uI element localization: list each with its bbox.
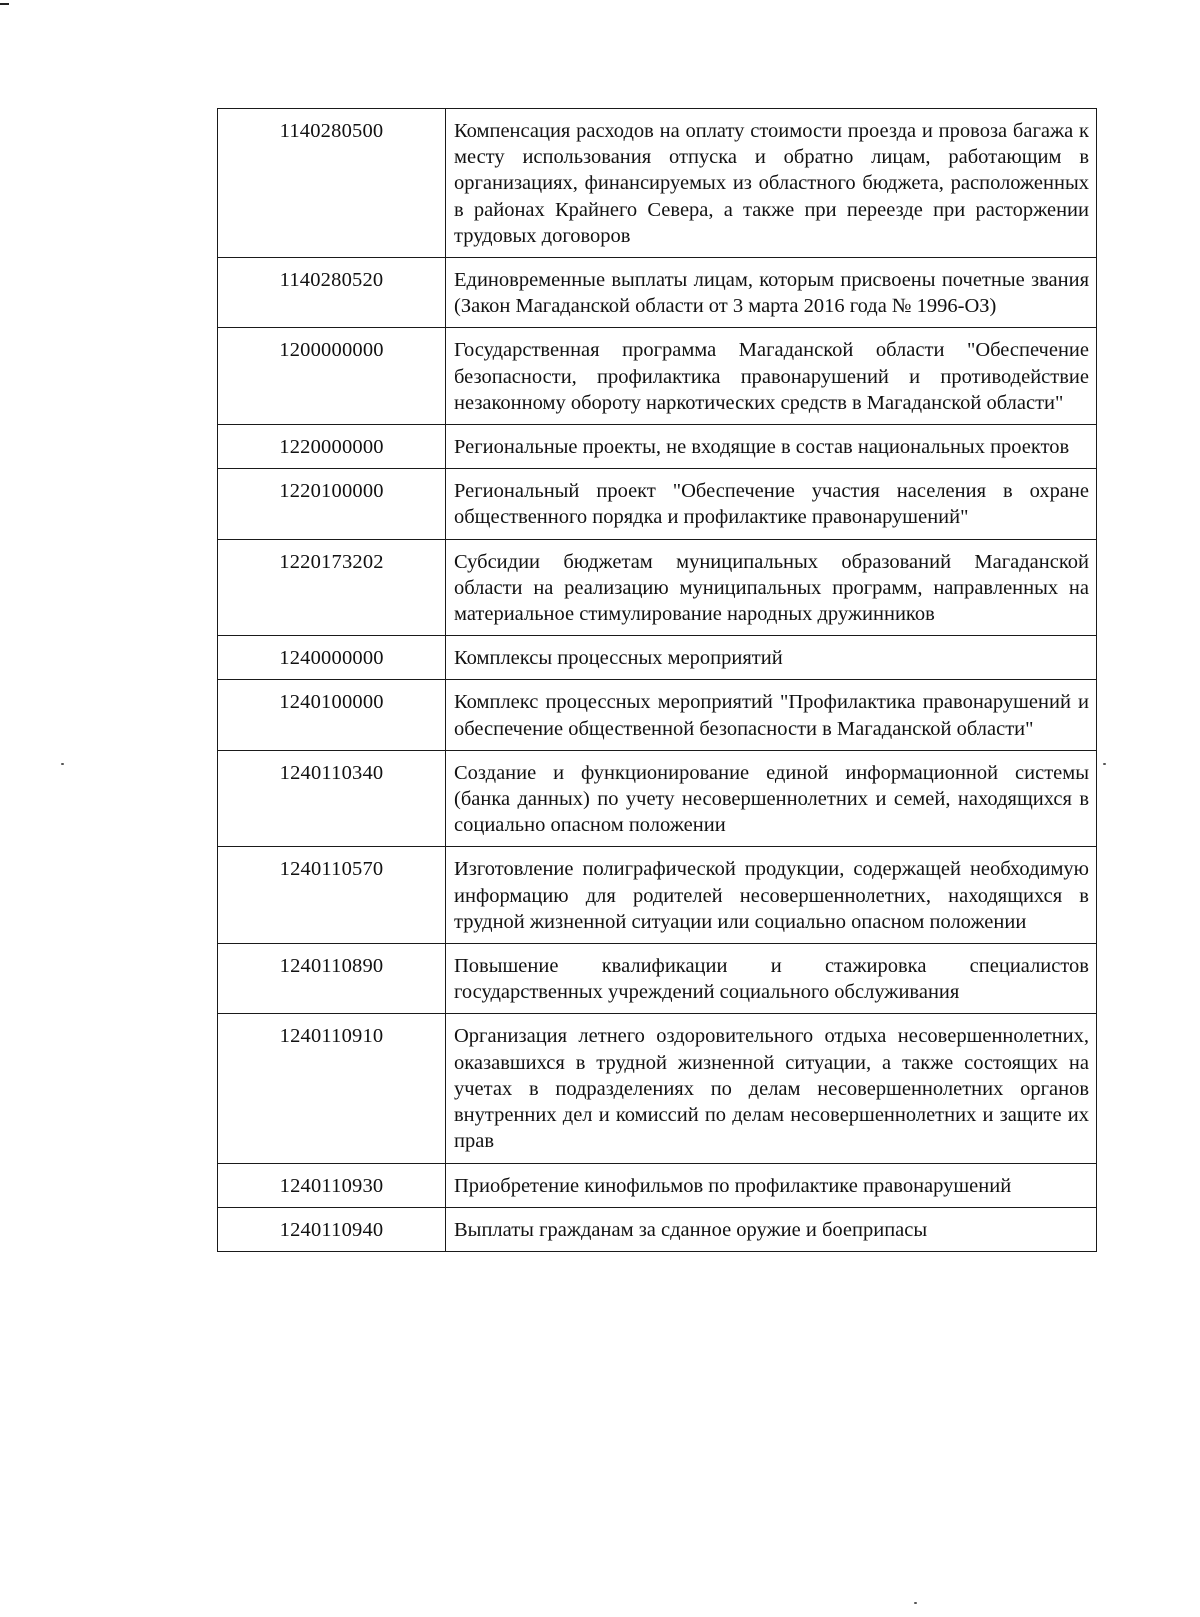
table-row: [218, 109, 1097, 258]
table-row: [218, 328, 1097, 425]
row-code: 1220173202: [218, 539, 446, 636]
scan-speck: [1103, 763, 1106, 765]
table-row: [218, 1207, 1097, 1251]
budget-codes-table: [217, 108, 1097, 1252]
scan-speck: [914, 1602, 917, 1604]
row-description: Компенсация расходов на оплату стоимости проезда и провоза багажа к месту использования отпуска и обратно лицам, работающим в организациях, финансируемых из областного бюджета, расположенных в районах Крайнего Севера, а также при переезде при расторжении трудовых договоров: [446, 109, 1097, 258]
row-code: 1200000000: [218, 328, 446, 425]
row-description: Комплексы процессных мероприятий: [446, 636, 1097, 680]
row-description: Приобретение кинофильмов по профилактике правонарушений: [446, 1163, 1097, 1207]
row-code: 1140280520: [218, 258, 446, 328]
table-row: [218, 1163, 1097, 1207]
table-row: [218, 944, 1097, 1014]
table-row: [218, 847, 1097, 944]
table-row: [218, 425, 1097, 469]
table-row: [218, 680, 1097, 750]
row-code: 1240000000: [218, 636, 446, 680]
row-code: 1220100000: [218, 469, 446, 539]
row-description: Государственная программа Магаданской области "Обеспечение безопасности, профилактика правонарушений и противодействие незаконному обороту наркотических средств в Магаданской области": [446, 328, 1097, 425]
scan-speck: [61, 763, 64, 765]
row-description: Субсидии бюджетам муниципальных образований Магаданской области на реализацию муниципальных программ, направленных на материальное стимулирование народных дружинников: [446, 539, 1097, 636]
row-description: Комплекс процессных мероприятий "Профилактика правонарушений и обеспечение общественной безопасности в Магаданской области": [446, 680, 1097, 750]
row-description: Выплаты гражданам за сданное оружие и боеприпасы: [446, 1207, 1097, 1251]
row-code: 1140280500: [218, 109, 446, 258]
row-description: Региональный проект "Обеспечение участия населения в охране общественного порядка и профилактике правонарушений": [446, 469, 1097, 539]
row-code: 1240110570: [218, 847, 446, 944]
row-code: 1240110890: [218, 944, 446, 1014]
table-row: [218, 469, 1097, 539]
table-row: [218, 1014, 1097, 1163]
table-row: [218, 258, 1097, 328]
row-code: 1220000000: [218, 425, 446, 469]
row-code: 1240110940: [218, 1207, 446, 1251]
row-description: Единовременные выплаты лицам, которым присвоены почетные звания (Закон Магаданской области от 3 марта 2016 года № 1996-ОЗ): [446, 258, 1097, 328]
row-description: Региональные проекты, не входящие в состав национальных проектов: [446, 425, 1097, 469]
row-code: 1240100000: [218, 680, 446, 750]
row-description: Создание и функционирование единой информационной системы (банка данных) по учету несовершеннолетних и семей, находящихся в социально опасном положении: [446, 750, 1097, 847]
row-code: 1240110340: [218, 750, 446, 847]
row-description: Изготовление полиграфической продукции, содержащей необходимую информацию для родителей несовершеннолетних, находящихся в трудной жизненной ситуации или социально опасном положении: [446, 847, 1097, 944]
table-row: [218, 636, 1097, 680]
table-row: [218, 750, 1097, 847]
row-code: 1240110930: [218, 1163, 446, 1207]
scan-corner-mark: [0, 3, 9, 5]
row-description: Повышение квалификации и стажировка специалистов государственных учреждений социального обслуживания: [446, 944, 1097, 1014]
row-description: Организация летнего оздоровительного отдыха несовершеннолетних, оказавшихся в трудной жизненной ситуации, а также состоящих на учетах в подразделениях по делам несовершеннолетних органов внутренних дел и комиссий по делам несовершеннолетних и защите их прав: [446, 1014, 1097, 1163]
table-row: [218, 539, 1097, 636]
row-code: 1240110910: [218, 1014, 446, 1163]
